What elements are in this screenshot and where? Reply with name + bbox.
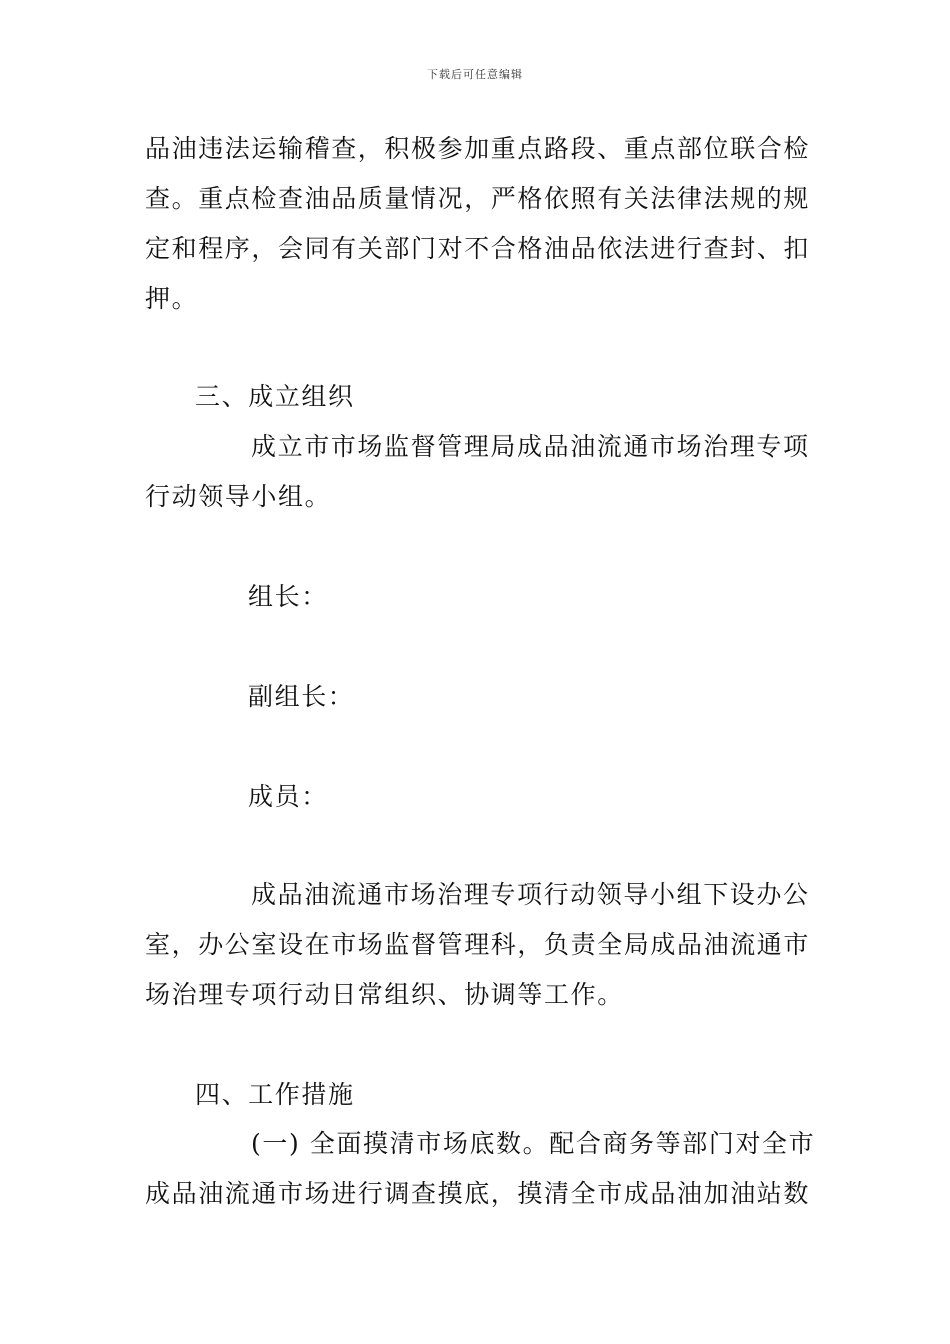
paragraph-line: 行动领导小组。 — [145, 482, 332, 511]
page-header: 下载后可任意编辑 — [427, 68, 523, 81]
section-heading: 四、工作措施 — [195, 1080, 355, 1109]
leader-label: 组长： — [248, 582, 328, 611]
paragraph-line: 定和程序，会同有关部门对不合格油品依法进行查封、扣 — [145, 234, 811, 263]
paragraph-line: 成品油流通市场治理专项行动领导小组下设办公 — [251, 880, 810, 909]
paragraph-line: 押。 — [145, 284, 199, 313]
paragraph-line: 场治理专项行动日常组织、协调等工作。 — [145, 980, 624, 1009]
section-heading: 三、成立组织 — [195, 382, 355, 411]
deputy-leader-label: 副组长： — [248, 682, 355, 711]
paragraph-line: 成立市市场监督管理局成品油流通市场治理专项 — [251, 432, 810, 461]
members-label: 成员： — [248, 782, 328, 811]
paragraph-line: 成品油流通市场进行调查摸底，摸清全市成品油加油站数 — [145, 1179, 811, 1208]
paragraph-line: 查。重点检查油品质量情况，严格依照有关法律法规的规 — [145, 184, 811, 213]
paragraph-line: 品油违法运输稽查，积极参加重点路段、重点部位联合检 — [145, 134, 811, 163]
paragraph-line: 室，办公室设在市场监督管理科，负责全局成品油流通市 — [145, 930, 811, 959]
paragraph-line: (一) 全面摸清市场底数。配合商务等部门对全市 — [251, 1129, 816, 1158]
